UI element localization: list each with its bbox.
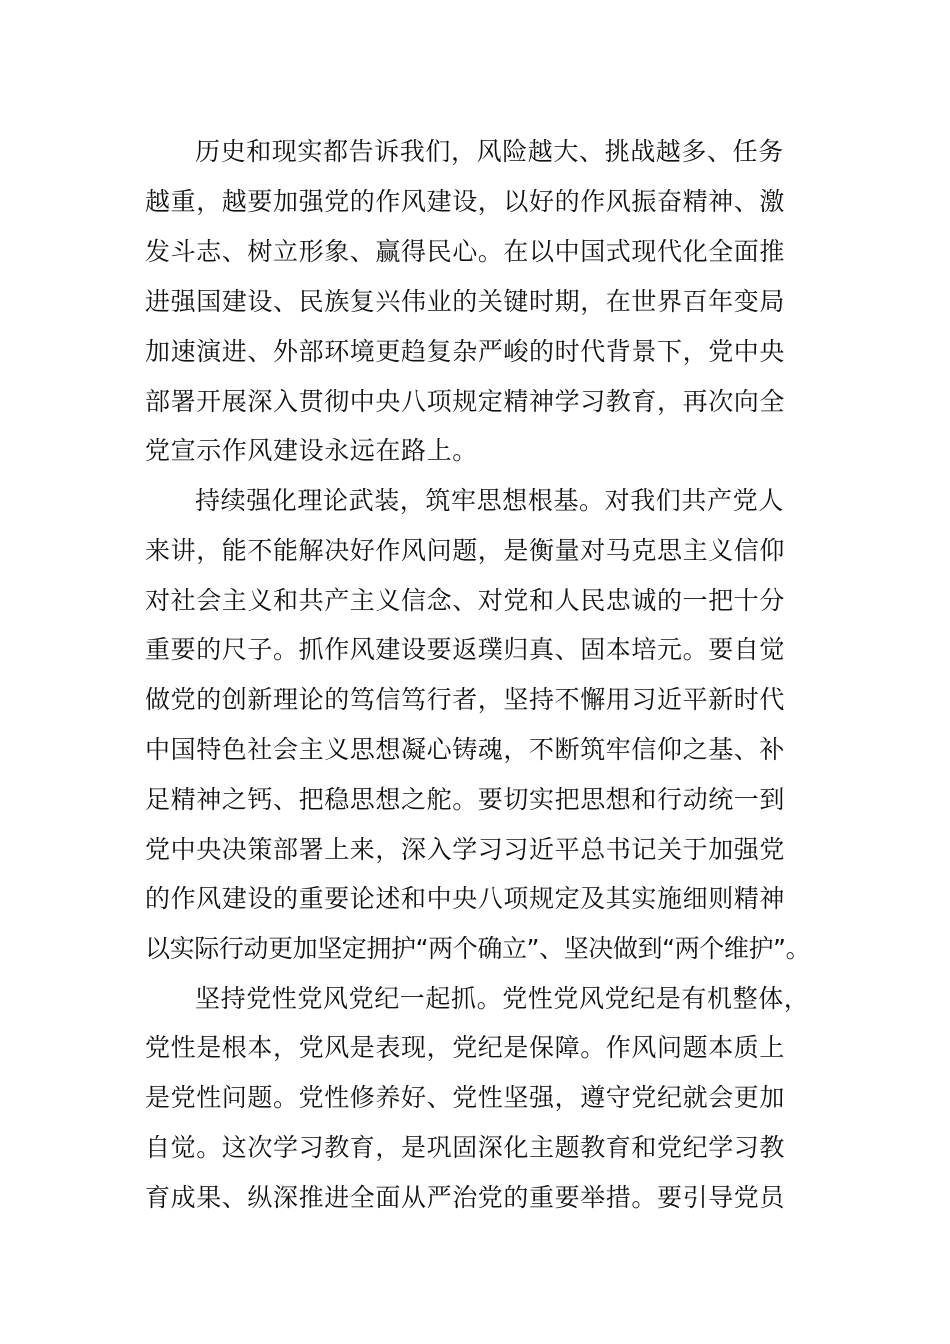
text-line: 部署开展深入贯彻中央八项规定精神学习教育，再次向全 [145, 387, 786, 416]
text-line: 足精神之钙、把稳思想之舵。要切实把思想和行动统一到 [145, 785, 786, 814]
text-line: 党宣示作风建设永远在路上。 [145, 436, 478, 465]
text-line: 越重，越要加强党的作风建设，以好的作风振奋精神、激 [145, 187, 786, 216]
text-line: 进强国建设、民族复兴伟业的关键时期，在世界百年变局 [145, 287, 786, 316]
text-line: 历史和现实都告诉我们，风险越大、挑战越多、任务 [195, 137, 784, 166]
text-line: 对社会主义和共产主义信念、对党和人民忠诚的一把十分 [145, 586, 786, 615]
text-line: 育成果、纵深推进全面从严治党的重要举措。要引导党员 [145, 1183, 786, 1212]
text-line: 来讲，能不能解决好作风问题，是衡量对马克思主义信仰 [145, 536, 786, 565]
text-line: 自觉。这次学习教育，是巩固深化主题教育和党纪学习教 [145, 1133, 786, 1162]
text-line: 加速演进、外部环境更趋复杂严峻的时代背景下，党中央 [145, 337, 786, 366]
text-line: 发斗志、树立形象、赢得民心。在以中国式现代化全面推 [145, 237, 786, 266]
text-line: 以实际行动更加坚定拥护“两个确立”、坚决做到“两个维护”。 [145, 934, 811, 963]
text-line: 做党的创新理论的笃信笃行者，坚持不懈用习近平新时代 [145, 685, 786, 714]
text-line: 党性是根本，党风是表现，党纪是保障。作风问题本质上 [145, 1033, 786, 1062]
text-line: 持续强化理论武装，筑牢思想根基。对我们共产党人 [195, 486, 784, 515]
text-line: 坚持党性党风党纪一起抓。党性党风党纪是有机整体， [195, 984, 810, 1013]
text-line: 党中央决策部署上来，深入学习习近平总书记关于加强党 [145, 835, 786, 864]
text-line: 的作风建设的重要论述和中央八项规定及其实施细则精神 [145, 884, 786, 913]
text-line: 是党性问题。党性修养好、党性坚强，遵守党纪就会更加 [145, 1083, 786, 1112]
text-line: 重要的尺子。抓作风建设要返璞归真、固本培元。要自觉 [145, 635, 786, 664]
text-line: 中国特色社会主义思想凝心铸魂，不断筑牢信仰之基、补 [145, 735, 786, 764]
